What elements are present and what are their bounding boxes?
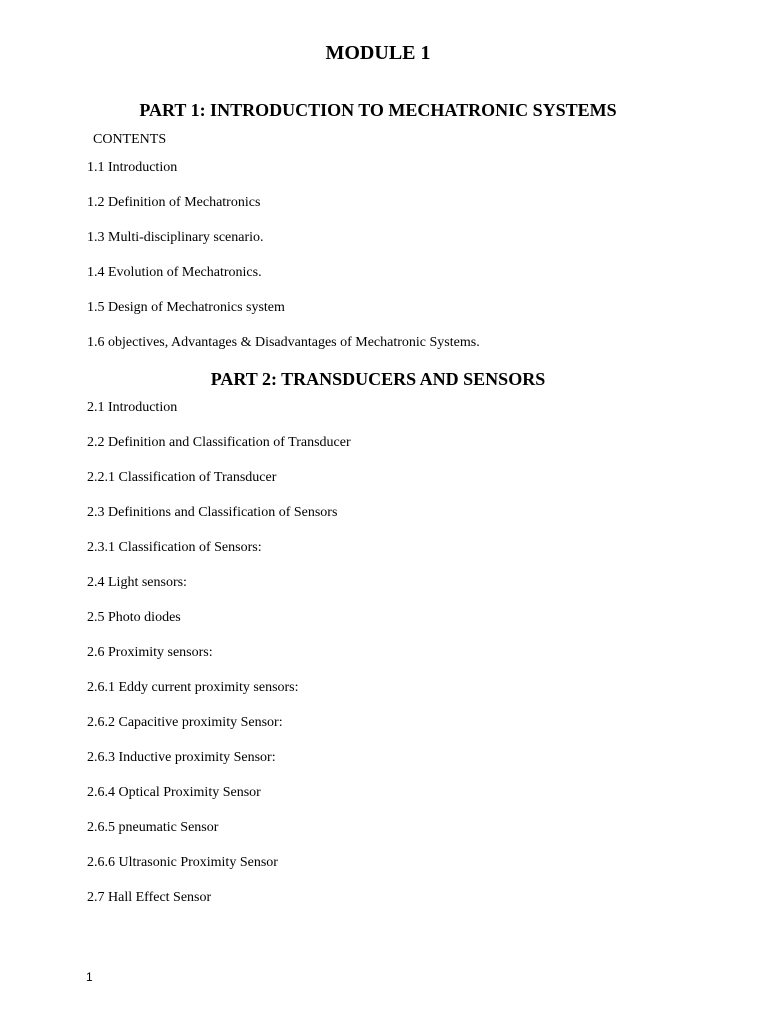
part2-contents-list [87, 399, 351, 924]
toc-item: 2.1 Introduction [87, 400, 178, 415]
toc-item: 1.4 Evolution of Mechatronics. [87, 265, 262, 280]
toc-item: 1.2 Definition of Mechatronics [87, 195, 261, 210]
toc-item: 2.6.2 Capacitive proximity Sensor: [87, 715, 283, 730]
toc-item: 2.7 Hall Effect Sensor [87, 890, 212, 905]
toc-item: 2.5 Photo diodes [87, 610, 181, 625]
page-number: 1 [86, 970, 93, 984]
toc-item: 1.6 objectives, Advantages & Disadvantages of Mechatronic Systems. [87, 335, 480, 350]
toc-item: 2.4 Light sensors: [87, 575, 187, 590]
toc-item: 2.6.4 Optical Proximity Sensor [87, 785, 261, 800]
toc-item: 2.2 Definition and Classification of Transducer [87, 435, 351, 450]
part1-contents-list [87, 159, 480, 369]
toc-item: 2.3 Definitions and Classification of Sensors [87, 505, 338, 520]
toc-item: 1.5 Design of Mechatronics system [87, 300, 285, 315]
toc-item: 2.6.6 Ultrasonic Proximity Sensor [87, 855, 278, 870]
contents-label: CONTENTS [93, 132, 167, 147]
toc-item: 2.6.5 pneumatic Sensor [87, 820, 219, 835]
part2-heading: PART 2: TRANSDUCERS AND SENSORS [210, 369, 546, 389]
toc-item: 2.6.1 Eddy current proximity sensors: [87, 680, 299, 695]
toc-item: 1.1 Introduction [87, 160, 178, 175]
toc-item: 2.6.3 Inductive proximity Sensor: [87, 750, 276, 765]
module-title: MODULE 1 [325, 42, 431, 64]
toc-item: 1.3 Multi-disciplinary scenario. [87, 230, 264, 245]
toc-item: 2.6 Proximity sensors: [87, 645, 213, 660]
toc-item: 2.3.1 Classification of Sensors: [87, 540, 262, 555]
toc-item: 2.2.1 Classification of Transducer [87, 470, 277, 485]
part1-heading: PART 1: INTRODUCTION TO MECHATRONIC SYSTEMS [139, 100, 617, 120]
